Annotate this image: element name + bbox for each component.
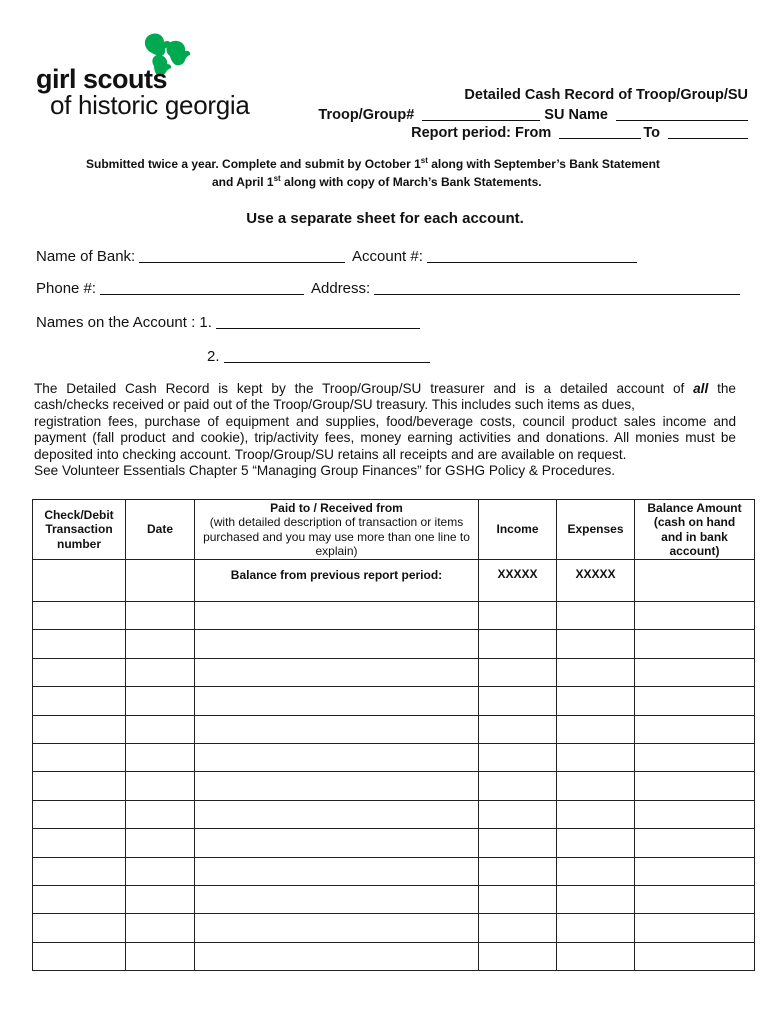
col-income-header: Income xyxy=(479,500,557,560)
bank-name-field[interactable] xyxy=(139,248,345,263)
table-cell[interactable] xyxy=(33,829,126,857)
paragraph-line: deposited into checking account. Troop/Group/SU retains all receipts and are available on request. xyxy=(34,446,627,462)
table-cell[interactable] xyxy=(479,914,557,942)
table-cell[interactable] xyxy=(557,658,635,686)
phone-label: Phone #: xyxy=(36,280,97,297)
table-row xyxy=(33,687,755,715)
logo-wordmark-line2: of historic georgia xyxy=(50,90,250,120)
paragraph-line: See Volunteer Essentials Chapter 5 “Managing Group Finances” for GSHG Policy & Procedures. xyxy=(34,463,616,479)
submission-note-line2 xyxy=(212,175,542,189)
table-row xyxy=(33,914,755,942)
table-cell[interactable] xyxy=(195,630,479,658)
col-balance-header: Balance Amount (cash on hand and in bank account) xyxy=(635,500,755,560)
table-cell[interactable] xyxy=(33,914,126,942)
table-cell[interactable] xyxy=(557,857,635,885)
table-cell[interactable] xyxy=(126,560,195,602)
table-cell[interactable] xyxy=(33,885,126,913)
table-cell[interactable] xyxy=(635,715,755,743)
table-row xyxy=(33,857,755,885)
paragraph-text: The Detailed Cash Record is kept by the Troop/Group/SU treasurer and is a detailed account of xyxy=(34,381,694,396)
table-cell[interactable] xyxy=(126,687,195,715)
table-cell[interactable] xyxy=(195,715,479,743)
table-cell[interactable] xyxy=(557,800,635,828)
table-cell[interactable] xyxy=(635,914,755,942)
paragraph-line: registration fees, purchase of equipment and supplies, food/beverage costs, council product sales income and xyxy=(34,413,736,429)
table-cell[interactable] xyxy=(479,857,557,885)
table-cell[interactable] xyxy=(126,800,195,828)
table-cell[interactable] xyxy=(479,772,557,800)
account-names-row-2 xyxy=(207,348,430,365)
instructions-paragraph xyxy=(34,381,736,479)
table-cell[interactable] xyxy=(635,687,755,715)
su-name-label: SU Name xyxy=(544,107,608,123)
table-cell[interactable] xyxy=(33,857,126,885)
table-cell[interactable] xyxy=(557,829,635,857)
table-cell[interactable] xyxy=(479,602,557,630)
table-cell[interactable] xyxy=(126,602,195,630)
logo-wordmark-line1: girl scouts xyxy=(36,64,168,94)
table-cell[interactable] xyxy=(557,687,635,715)
table-cell[interactable] xyxy=(557,914,635,942)
table-row xyxy=(33,630,755,658)
table-cell[interactable] xyxy=(195,658,479,686)
table-cell[interactable] xyxy=(195,885,479,913)
table-cell[interactable] xyxy=(557,772,635,800)
table-cell[interactable] xyxy=(557,885,635,913)
table-cell[interactable] xyxy=(126,942,195,970)
table-cell[interactable] xyxy=(195,857,479,885)
table-cell[interactable] xyxy=(635,829,755,857)
table-cell[interactable] xyxy=(479,687,557,715)
table-cell[interactable] xyxy=(126,914,195,942)
address-label: Address: xyxy=(311,280,371,297)
col-paid-header xyxy=(195,500,479,560)
form-title: Detailed Cash Record of Troop/Group/SU xyxy=(464,87,748,103)
previous-balance-label: Balance from previous report period: xyxy=(195,560,479,602)
paragraph-line: cash/checks received or paid out of the Troop/Group/SU treasury. This includes such items as dues, xyxy=(34,397,635,413)
bank-name-label: Name of Bank: xyxy=(36,248,136,265)
previous-balance-row xyxy=(33,560,755,602)
table-row xyxy=(33,800,755,828)
bank-name-row xyxy=(36,248,345,265)
table-cell[interactable] xyxy=(635,602,755,630)
troop-number-field[interactable] xyxy=(422,106,540,121)
table-cell[interactable] xyxy=(635,772,755,800)
report-period-label: Report period: From xyxy=(411,125,552,141)
paragraph-line: payment (fall product and cookie), trip/activity fees, money earning activities and donations. All monies must be xyxy=(34,430,736,446)
table-row xyxy=(33,715,755,743)
account-number-field[interactable] xyxy=(427,248,637,263)
table-cell[interactable] xyxy=(479,885,557,913)
table-cell[interactable] xyxy=(479,658,557,686)
address-field[interactable] xyxy=(374,280,740,295)
table-row xyxy=(33,743,755,771)
address-row xyxy=(311,280,740,297)
account-name-2-label: 2. xyxy=(207,348,220,365)
table-cell[interactable] xyxy=(195,602,479,630)
table-row xyxy=(33,885,755,913)
paragraph-emphasis: all xyxy=(693,381,709,396)
table-row xyxy=(33,829,755,857)
table-cell[interactable] xyxy=(195,772,479,800)
table-cell[interactable] xyxy=(195,914,479,942)
table-cell[interactable] xyxy=(33,743,126,771)
table-cell[interactable] xyxy=(33,687,126,715)
account-name-2-field[interactable] xyxy=(224,348,430,363)
table-cell[interactable] xyxy=(33,942,126,970)
table-cell[interactable] xyxy=(557,715,635,743)
table-row xyxy=(33,658,755,686)
table-cell[interactable] xyxy=(635,743,755,771)
note-text: Submitted twice a year. Complete and submit by October 1 xyxy=(86,157,421,171)
period-to-label: To xyxy=(643,125,660,141)
table-cell[interactable] xyxy=(479,743,557,771)
table-cell[interactable] xyxy=(557,630,635,658)
col-check-header: Check/Debit Transaction number xyxy=(33,500,126,560)
table-cell[interactable] xyxy=(126,658,195,686)
account-number-row xyxy=(352,248,637,265)
table-cell[interactable] xyxy=(479,715,557,743)
period-to-field[interactable] xyxy=(668,124,748,139)
table-cell[interactable] xyxy=(557,602,635,630)
table-cell[interactable] xyxy=(195,800,479,828)
table-cell[interactable] xyxy=(635,560,755,602)
col-expenses-header: Expenses xyxy=(557,500,635,560)
transaction-rows xyxy=(33,602,755,971)
table-cell[interactable] xyxy=(33,630,126,658)
table-cell[interactable] xyxy=(33,772,126,800)
separate-sheet-heading: Use a separate sheet for each account. xyxy=(246,210,524,227)
table-cell[interactable] xyxy=(557,743,635,771)
period-from-field[interactable] xyxy=(559,124,641,139)
table-cell[interactable] xyxy=(126,630,195,658)
table-cell[interactable] xyxy=(33,560,126,602)
table-cell[interactable] xyxy=(33,800,126,828)
note-text: and April 1 xyxy=(212,175,274,189)
table-cell[interactable] xyxy=(635,658,755,686)
income-placeholder: XXXXX xyxy=(479,560,557,602)
table-header-row xyxy=(33,500,755,560)
note-text: along with September’s Bank Statement xyxy=(427,157,660,171)
note-sup: st xyxy=(273,174,281,183)
paragraph-line xyxy=(34,381,736,397)
col-paid-desc: (with detailed description of transaction or items purchased and you may use more than one line to explain) xyxy=(203,515,470,558)
troop-label: Troop/Group# xyxy=(318,107,415,123)
cash-record-table xyxy=(32,499,755,971)
note-text: along with copy of March’s Bank Statements. xyxy=(280,175,542,189)
paragraph-text: the xyxy=(708,381,736,396)
table-cell[interactable] xyxy=(479,942,557,970)
troop-su-line xyxy=(318,106,748,123)
table-row xyxy=(33,772,755,800)
submission-note-line1 xyxy=(86,157,660,171)
table-cell[interactable] xyxy=(126,857,195,885)
table-cell[interactable] xyxy=(33,715,126,743)
expenses-placeholder: XXXXX xyxy=(557,560,635,602)
account-names-label: Names on the Account : 1. xyxy=(36,314,212,331)
col-date-header: Date xyxy=(126,500,195,560)
table-cell[interactable] xyxy=(126,715,195,743)
col-paid-title: Paid to / Received from xyxy=(270,500,403,515)
table-cell[interactable] xyxy=(635,630,755,658)
table-cell[interactable] xyxy=(635,857,755,885)
table-cell[interactable] xyxy=(479,630,557,658)
account-names-row-1 xyxy=(36,314,420,331)
table-cell[interactable] xyxy=(195,942,479,970)
table-cell[interactable] xyxy=(195,829,479,857)
table-row xyxy=(33,602,755,630)
phone-row xyxy=(36,280,304,297)
table-cell[interactable] xyxy=(126,772,195,800)
report-period-line xyxy=(411,124,748,141)
table-cell[interactable] xyxy=(479,800,557,828)
su-name-field[interactable] xyxy=(616,106,748,121)
table-cell[interactable] xyxy=(33,658,126,686)
account-number-label: Account #: xyxy=(352,248,423,265)
table-row xyxy=(33,942,755,970)
table-cell[interactable] xyxy=(126,829,195,857)
table-cell[interactable] xyxy=(126,743,195,771)
table-cell[interactable] xyxy=(33,602,126,630)
table-cell[interactable] xyxy=(635,800,755,828)
table-cell[interactable] xyxy=(635,885,755,913)
table-cell[interactable] xyxy=(557,942,635,970)
account-name-1-field[interactable] xyxy=(216,314,420,329)
table-cell[interactable] xyxy=(126,885,195,913)
phone-field[interactable] xyxy=(100,280,304,295)
note-sup: st xyxy=(420,156,428,165)
table-cell[interactable] xyxy=(195,743,479,771)
table-cell[interactable] xyxy=(635,942,755,970)
table-cell[interactable] xyxy=(479,829,557,857)
table-cell[interactable] xyxy=(195,687,479,715)
